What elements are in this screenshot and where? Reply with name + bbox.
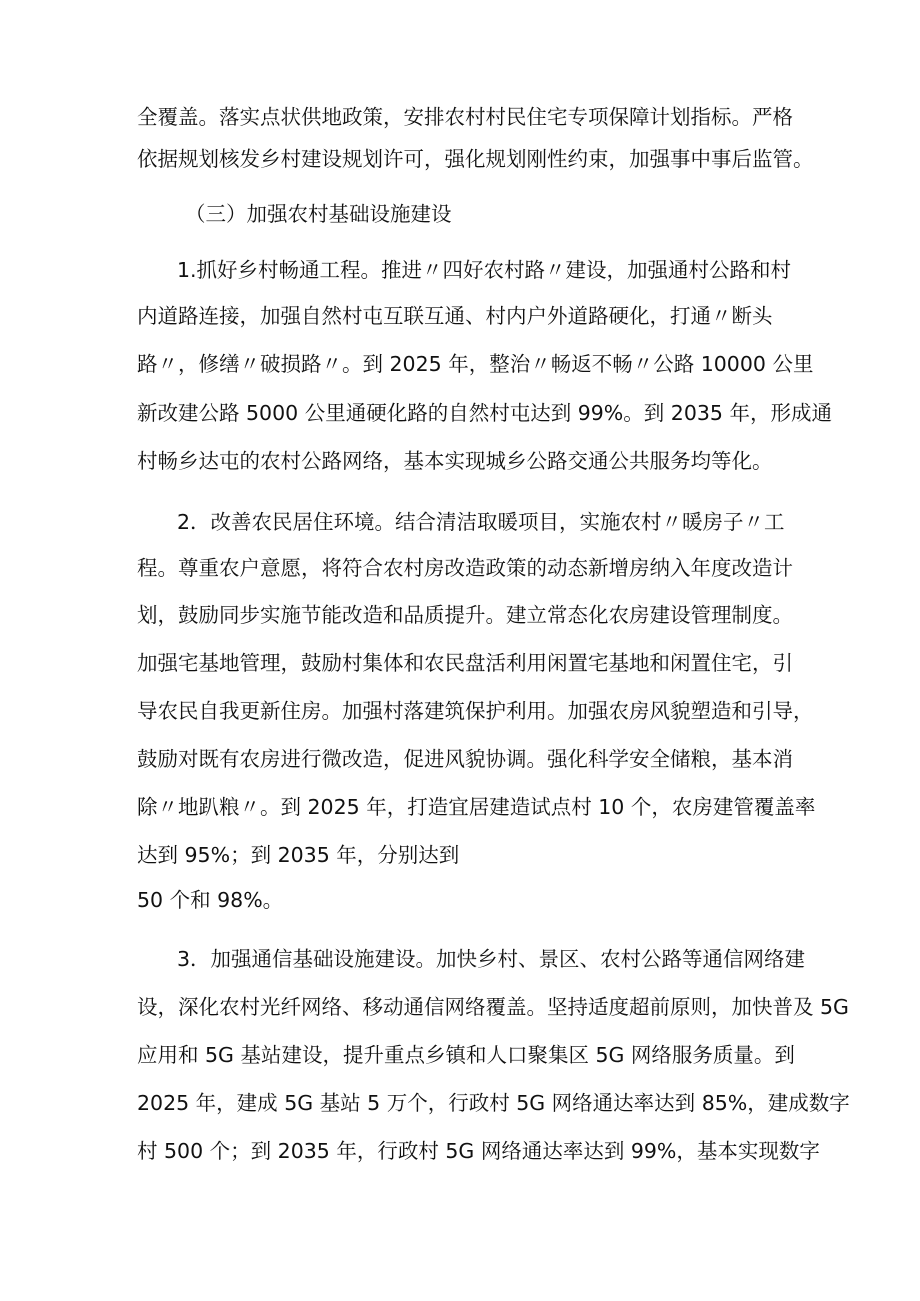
paragraph-line: 鼓励对既有农房进行微改造，促进风貌协调。强化科学安全储粮，基本消 [137,747,793,771]
paragraph-line: 村畅乡达屯的农村公路网络，基本实现城乡公路交通公共服务均等化。 [137,449,773,473]
paragraph-line: 新改建公路 5000 公里通硬化路的自然村屯达到 99%。到 2035 年，形成通 [137,401,832,425]
paragraph-line: 达到 95%；到 2035 年，分别达到 [137,843,460,867]
paragraph-line: 设，深化农村光纤网络、移动通信网络覆盖。坚持适度超前原则，加快普及 5G [137,995,849,1019]
paragraph-line: 路〃，修缮〃破损路〃。到 2025 年，整治〃畅返不畅〃公路 10000 公里 [137,352,814,376]
paragraph-line: 村 500 个；到 2035 年，行政村 5G 网络通达率达到 99%，基本实现数字 [137,1139,820,1163]
paragraph-line: 1.抓好乡村畅通工程。推进〃四好农村路〃建设，加强通村公路和村 [177,258,792,282]
paragraph-line: 50 个和 98%。 [137,888,284,912]
paragraph-line: 加强宅基地管理，鼓励村集体和农民盘活利用闲置宅基地和闲置住宅，引 [137,651,793,675]
section-heading: （三）加强农村基础设施建设 [185,202,452,226]
paragraph-line: 内道路连接，加强自然村屯互联互通、村内户外道路硬化，打通〃断头 [137,304,773,328]
paragraph-line: 划，鼓励同步实施节能改造和品质提升。建立常态化农房建设管理制度。 [137,603,793,627]
paragraph-line: 除〃地趴粮〃。到 2025 年，打造宜居建造试点村 10 个，农房建管覆盖率 [137,795,816,819]
paragraph-line: 2025 年，建成 5G 基站 5 万个，行政村 5G 网络通达率达到 85%，建成数字 [137,1091,850,1115]
paragraph-line: 导农民自我更新住房。加强村落建筑保护利用。加强农房风貌塑造和引导， [137,699,814,723]
paragraph-line: 应用和 5G 基站建设，提升重点乡镇和人口聚集区 5G 网络服务质量。到 [137,1043,795,1067]
paragraph-line: 程。尊重农户意愿，将符合农村房改造政策的动态新增房纳入年度改造计 [137,556,793,580]
paragraph-line: 全覆盖。落实点状供地政策，安排农村村民住宅专项保障计划指标。严格 [137,105,793,129]
paragraph-line: 依据规划核发乡村建设规划许可，强化规划刚性约束，加强事中事后监管。 [137,147,814,171]
paragraph-line: 3．加强通信基础设施建设。加快乡村、景区、农村公路等通信网络建 [177,947,806,971]
paragraph-line: 2．改善农民居住环境。结合清洁取暖项目，实施农村〃暖房子〃工 [177,510,785,534]
